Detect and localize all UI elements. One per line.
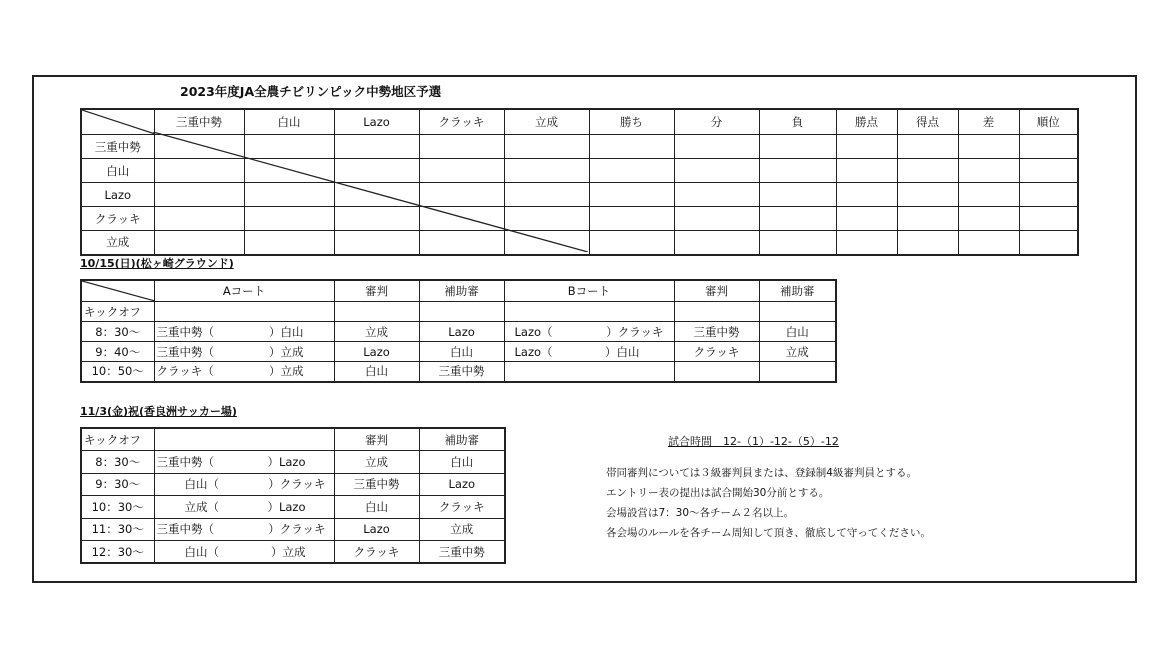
kickoff-time: 11：30～ <box>81 518 154 541</box>
home-team: 白山（ <box>184 477 219 492</box>
assistant-team: Lazo <box>419 322 504 342</box>
away-team: ）立成 <box>269 364 304 379</box>
schedule-row <box>81 362 836 382</box>
match <box>154 518 334 541</box>
kickoff-time: 10：30～ <box>81 496 154 519</box>
schedule-row <box>81 473 505 496</box>
schedule-row <box>81 451 505 474</box>
assistant-team: 白山 <box>419 342 504 362</box>
away-team: ）立成 <box>271 544 306 559</box>
away-team: ）白山 <box>269 324 304 339</box>
match <box>154 541 334 564</box>
referee-team: 白山 <box>334 362 419 382</box>
match <box>154 473 334 496</box>
referee-team: Lazo <box>334 342 419 362</box>
court-b-match <box>504 362 674 382</box>
assistant-header: 補助審 <box>419 280 504 302</box>
match <box>154 496 334 519</box>
league-row-header: Lazo <box>81 183 154 207</box>
referee-team: Lazo <box>334 518 419 541</box>
home-team: クラッキ（ <box>156 364 214 379</box>
schedule-row <box>81 496 505 519</box>
referee-header: 審判 <box>674 280 759 302</box>
assistant-team: クラッキ <box>419 496 505 519</box>
court-b-header: Bコート <box>504 280 674 302</box>
away-team: ）クラッキ <box>268 522 326 537</box>
kickoff-time: 8：30～ <box>81 451 154 474</box>
league-col-header: Lazo <box>334 109 419 135</box>
match-time: 試合時間 12-（1）-12-（5）-12 <box>668 435 839 448</box>
match <box>154 451 334 474</box>
home-team: 三重中勢（ <box>156 344 214 359</box>
home-team: 三重中勢（ <box>156 522 214 537</box>
assistant-header: 補助審 <box>419 428 505 451</box>
assistant-team: 白山 <box>759 322 836 342</box>
assistant-team: 立成 <box>419 518 505 541</box>
assistant-team: 立成 <box>759 342 836 362</box>
court-a-match <box>154 322 334 342</box>
note-line: エントリー表の提出は試合開始30分前とする。 <box>606 487 830 499</box>
note-line: 各会場のルールを各チーム周知して頂き、徹底して守ってください。 <box>606 527 931 539</box>
away-team: ）立成 <box>269 344 304 359</box>
kickoff-time: 10：50～ <box>81 362 154 382</box>
assistant-header: 補助審 <box>759 280 836 302</box>
assistant-team: 白山 <box>419 451 505 474</box>
league-col-header: 差 <box>958 109 1019 135</box>
home-team: Lazo（ <box>514 344 553 359</box>
home-team: 白山（ <box>184 544 219 559</box>
note-line: 会場設営は7：30～各チーム２名以上。 <box>606 507 795 519</box>
referee-team: 立成 <box>334 322 419 342</box>
kickoff-label: キックオフ <box>81 302 154 322</box>
note-line: 帯同審判については３級審判員または、登録制4級審判員とする。 <box>606 467 917 479</box>
league-col-header: 得点 <box>897 109 958 135</box>
referee-team: 三重中勢 <box>674 322 759 342</box>
league-header-row <box>81 109 1078 135</box>
day1-header-row <box>81 280 836 302</box>
referee-team: 立成 <box>334 451 419 474</box>
league-col-header: 勝ち <box>589 109 674 135</box>
home-team: Lazo（ <box>514 324 553 339</box>
league-row-header: 立成 <box>81 231 154 255</box>
league-col-header: 勝点 <box>836 109 897 135</box>
league-col-header: 負 <box>759 109 836 135</box>
page-title: 2023年度JA全農チビリンピック中勢地区予選 <box>180 84 442 99</box>
day1-heading: 10/15(日)(松ヶ崎グラウンド) <box>80 257 234 270</box>
league-col-header: 三重中勢 <box>154 109 244 135</box>
league-col-header: 白山 <box>244 109 334 135</box>
league-col-header: クラッキ <box>419 109 504 135</box>
diagonal-corner-cell <box>81 280 154 302</box>
away-team: ）クラッキ <box>268 477 326 492</box>
assistant-team: 三重中勢 <box>419 541 505 564</box>
referee-header: 審判 <box>334 428 419 451</box>
away-team: ）クラッキ <box>606 324 664 339</box>
day2-schedule-table <box>80 427 506 564</box>
schedule-row <box>81 541 505 564</box>
diagonal-corner-cell <box>81 109 154 135</box>
referee-team <box>674 362 759 382</box>
court-a-header: Aコート <box>154 280 334 302</box>
league-col-header: 順位 <box>1019 109 1078 135</box>
league-diagonal-line <box>153 132 588 252</box>
court-b-match <box>504 342 674 362</box>
court-b-match <box>504 322 674 342</box>
kickoff-time: 9：30～ <box>81 473 154 496</box>
league-row-header: 三重中勢 <box>81 135 154 159</box>
league-row-header: 白山 <box>81 159 154 183</box>
home-team: 三重中勢（ <box>156 324 214 339</box>
away-team: ）Lazo <box>267 454 306 469</box>
kickoff-time: 8：30～ <box>81 322 154 342</box>
day1-schedule-table <box>80 279 837 383</box>
kickoff-time: 12：30～ <box>81 541 154 564</box>
league-col-header: 分 <box>674 109 759 135</box>
court-a-match <box>154 342 334 362</box>
assistant-team <box>759 362 836 382</box>
day2-heading: 11/3(金)祝(香良洲サッカー場) <box>80 405 237 418</box>
home-team: 三重中勢（ <box>156 454 214 469</box>
schedule-row <box>81 342 836 362</box>
away-team: ）白山 <box>605 344 640 359</box>
referee-team: クラッキ <box>674 342 759 362</box>
referee-team: 白山 <box>334 496 419 519</box>
kickoff-time: 9：40～ <box>81 342 154 362</box>
court-a-match <box>154 362 334 382</box>
referee-header: 審判 <box>334 280 419 302</box>
away-team: ）Lazo <box>267 499 306 514</box>
home-team: 立成（ <box>184 499 219 514</box>
kickoff-row <box>81 302 836 322</box>
assistant-team: Lazo <box>419 473 505 496</box>
assistant-team: 三重中勢 <box>419 362 504 382</box>
schedule-row <box>81 322 836 342</box>
kickoff-row <box>81 428 505 451</box>
schedule-row <box>81 518 505 541</box>
kickoff-label: キックオフ <box>81 428 154 451</box>
league-row-header: クラッキ <box>81 207 154 231</box>
league-col-header: 立成 <box>504 109 589 135</box>
referee-team: 三重中勢 <box>334 473 419 496</box>
referee-team: クラッキ <box>334 541 419 564</box>
